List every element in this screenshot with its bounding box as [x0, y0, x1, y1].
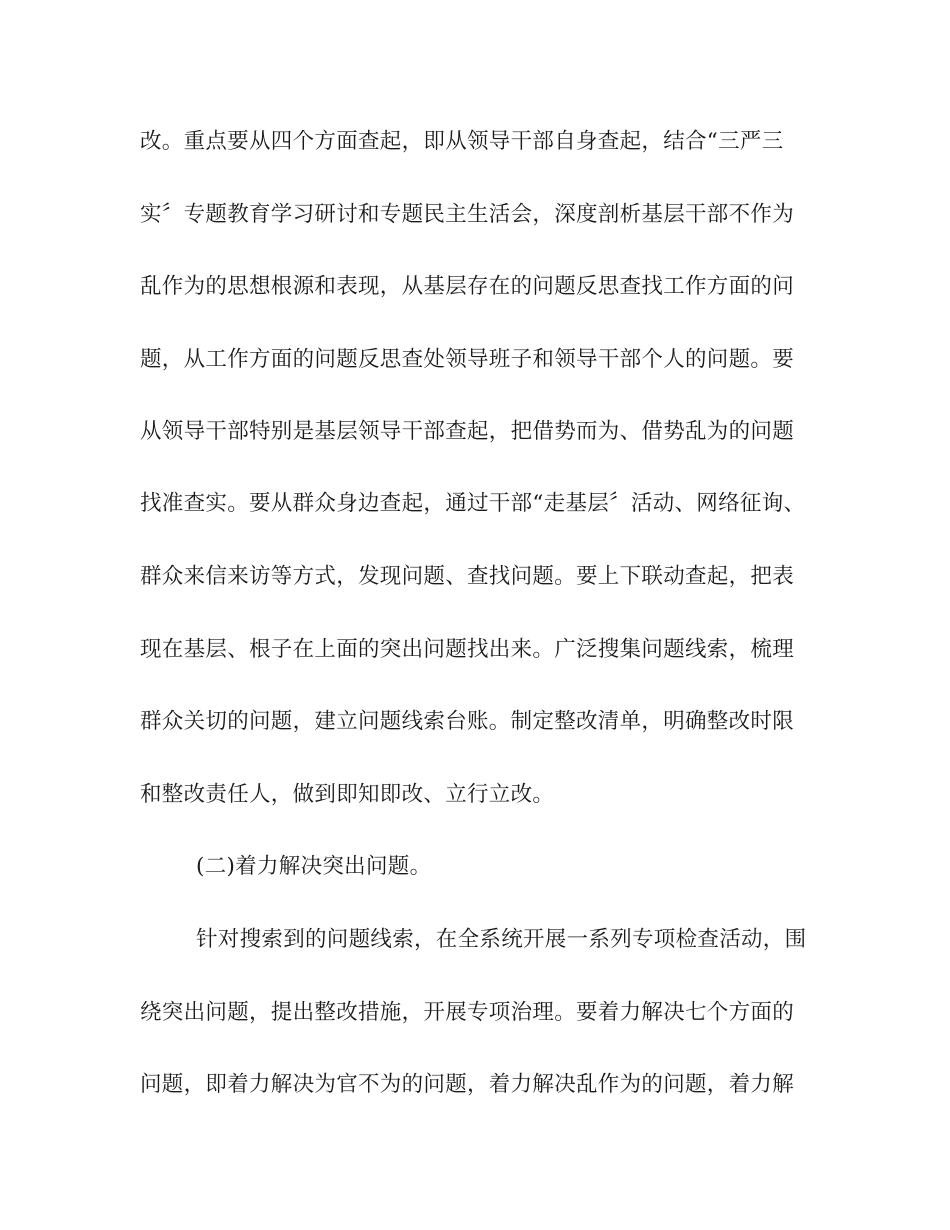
- body-text-line: 题，从工作方面的问题反思查处领导班子和领导干部个人的问题。要: [140, 347, 795, 372]
- body-text-line: 和整改责任人，做到即知即改、立行立改。: [140, 782, 555, 807]
- body-text-line: 乱作为的思想根源和表现，从基层存在的问题反思查找工作方面的问: [140, 274, 795, 299]
- section-heading: (二)着力解决突出问题。: [196, 854, 432, 879]
- body-text-line: 实〞专题教育学习研讨和专题民主生活会，深度剖析基层干部不作为: [140, 202, 795, 227]
- body-text-line: 绕突出问题，提出整改措施，开展专项治理。要着力解决七个方面的: [140, 1000, 795, 1025]
- body-text-line: 改。重点要从四个方面查起，即从领导干部自身查起，结合“三严三: [140, 129, 784, 154]
- body-text-line: 现在基层、根子在上面的突出问题找出来。广泛搜集问题线索，梳理: [140, 637, 795, 662]
- body-text-line: 从领导干部特别是基层领导干部查起，把借势而为、借势乱为的问题: [140, 419, 795, 444]
- paragraph-first-line: 针对搜索到的问题线索，在全系统开展一系列专项检查活动，围: [196, 927, 807, 952]
- body-text-line: 问题，即着力解决为官不为的问题，着力解决乱作为的问题，着力解: [140, 1072, 795, 1097]
- body-text-line: 找准查实。要从群众身边查起，通过干部“走基层〞活动、网络征询、: [140, 491, 806, 516]
- body-text-line: 群众来信来访等方式，发现问题、查找问题。要上下联动查起，把表: [140, 564, 795, 589]
- body-text-line: 群众关切的问题，建立问题线索台账。制定整改清单，明确整改时限: [140, 709, 795, 734]
